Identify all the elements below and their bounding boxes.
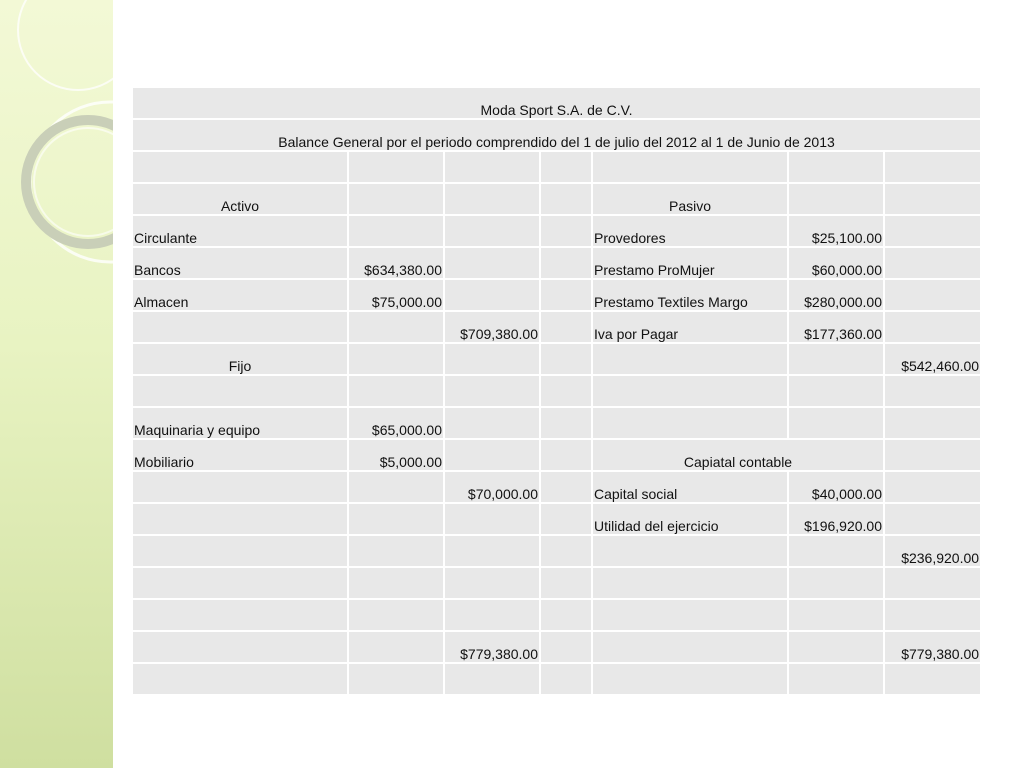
table-row: [133, 600, 980, 630]
company-name: Moda Sport S.A. de C.V.: [133, 88, 980, 118]
liability-label: Provedores: [593, 216, 787, 246]
table-row: [133, 312, 980, 342]
table-row: [133, 120, 980, 150]
liability-label: Prestamo Textiles Margo: [593, 280, 787, 310]
liability-amount: $280,000.00: [789, 280, 883, 310]
table-row: [133, 408, 980, 438]
circulante-total: $709,380.00: [445, 312, 539, 342]
fixed-asset-amount: $5,000.00: [349, 440, 443, 470]
table-row: [133, 344, 980, 374]
pasivo-header: Pasivo: [593, 184, 787, 214]
table-row: [133, 568, 980, 598]
decorative-rings: [0, 0, 113, 768]
fijo-label: Fijo: [133, 344, 347, 374]
statement-title: Balance General por el periodo comprendido del 1 de julio del 2012 al 1 de Junio de 2013: [133, 120, 980, 150]
pasivo-total: $542,460.00: [885, 344, 980, 374]
activo-total: $779,380.00: [445, 632, 539, 662]
liability-amount: $25,100.00: [789, 216, 883, 246]
table-row: [133, 440, 980, 470]
fijo-total: $70,000.00: [445, 472, 539, 502]
asset-label: Bancos: [133, 248, 347, 278]
capital-label: Capital social: [593, 472, 787, 502]
capital-total: $236,920.00: [885, 536, 980, 566]
table-row: [133, 376, 980, 406]
asset-amount: $75,000.00: [349, 280, 443, 310]
table-row: [133, 632, 980, 662]
fixed-asset-amount: $65,000.00: [349, 408, 443, 438]
table-row: [133, 216, 980, 246]
circulante-label: Circulante: [133, 216, 347, 246]
table-row: [133, 88, 980, 118]
table-row: [133, 536, 980, 566]
table-row: [133, 184, 980, 214]
fixed-asset-label: Mobiliario: [133, 440, 347, 470]
table-row: [133, 472, 980, 502]
liability-amount: $177,360.00: [789, 312, 883, 342]
table-row: [133, 248, 980, 278]
liability-amount: $60,000.00: [789, 248, 883, 278]
asset-label: Almacen: [133, 280, 347, 310]
liability-label: Iva por Pagar: [593, 312, 787, 342]
decorative-side-band: [0, 0, 113, 768]
activo-header: Activo: [133, 184, 347, 214]
table-row: [133, 152, 980, 182]
liability-label: Prestamo ProMujer: [593, 248, 787, 278]
capital-header: Capiatal contable: [593, 440, 883, 470]
asset-amount: $634,380.00: [349, 248, 443, 278]
table-row: [133, 664, 980, 694]
grand-total: $779,380.00: [885, 632, 980, 662]
table-row: [133, 280, 980, 310]
balance-sheet: [133, 86, 980, 696]
table-row: [133, 504, 980, 534]
capital-amount: $40,000.00: [789, 472, 883, 502]
balance-table: [131, 86, 982, 696]
fixed-asset-label: Maquinaria y equipo: [133, 408, 347, 438]
capital-amount: $196,920.00: [789, 504, 883, 534]
capital-label: Utilidad del ejercicio: [593, 504, 787, 534]
